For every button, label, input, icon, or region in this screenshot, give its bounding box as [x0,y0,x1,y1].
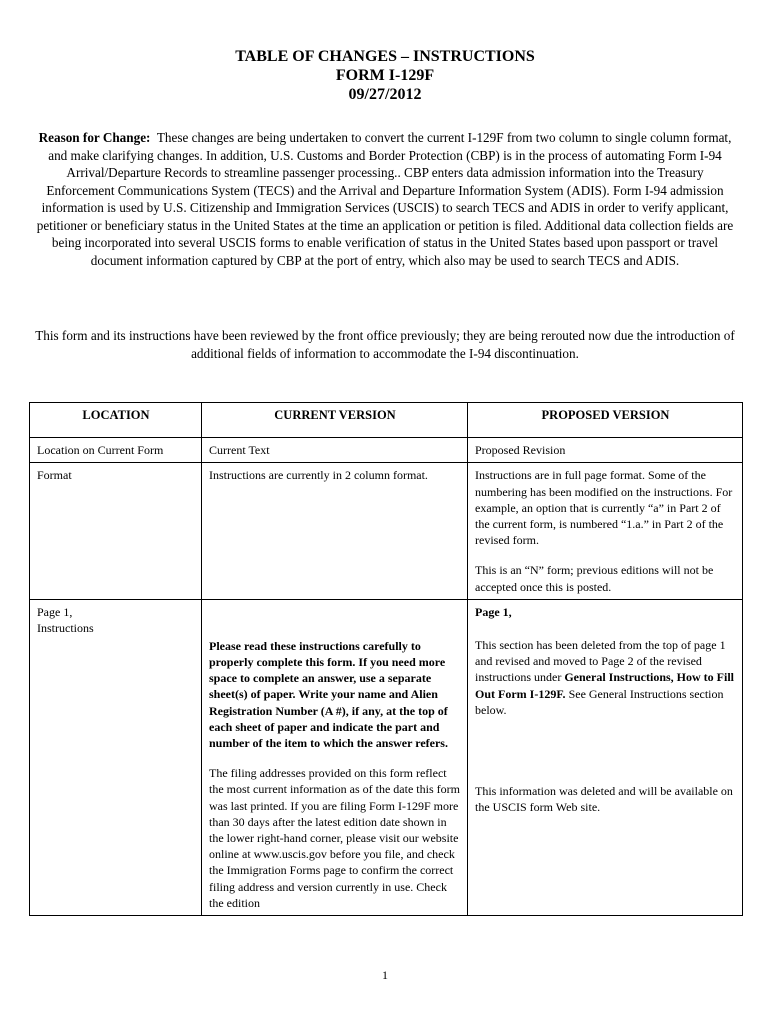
page1-proposed-heading: Page 1, [475,604,512,619]
page1-proposed-text-1a: This section has been deleted from the top of page 1 and revised and moved to Page 2 of the revised instructions under [475,638,726,685]
review-note: This form and its instructions have been reviewed by the front office previously; they are being rerouted now due the introduction of additional fields of information to accommodate the I-94 discontinuation. [35,328,735,361]
header-location: LOCATION [30,403,202,438]
page1-proposed-text-1 [475,637,736,718]
reason-text: These changes are being undertaken to convert the current I-129F from two column to single column format, and make clarifying changes. In addition, U.S. Customs and Border Protection (CBP) is in the process of automating Form I-94 Arrival/Departure Records to streamline passenger processing.. CBP enters data admission information into the Treasury Enforcement Communications System (TECS) and the Arrival and Departure Information System (ADIS). Form I-94 admission information is used by U.S. Citizenship and Immigration Services (USCIS) to search TECS and ADIS in order to verify applicant, petitioner or beneficiary status in the United States at the time an application or petition is filed. Additional data collection fields are being incorporated into several USCIS forms to enable verification of status in the United States based upon passport or travel document information captured by CBP at the port of entry, which also may be used to search TECS and ADIS. [36,130,734,268]
table-header-row [30,403,743,438]
format-location: Format [30,463,202,599]
table-row [30,599,743,915]
header-proposed-version: PROPOSED VERSION [468,403,743,438]
document-title [0,47,770,104]
page1-location-line-2: Instructions [37,621,94,636]
page1-proposed-text-1c: See General Instructions section below. [475,686,724,717]
header-current-version: CURRENT VERSION [202,403,468,438]
changes-table [29,402,743,916]
page1-location-line-1: Page 1, [37,604,73,619]
page1-proposed [468,599,743,915]
page1-current-text-2: The filing addresses provided on this form reflect the most current information as of the date this form was last printed. If you are filing Form I-129F more than 30 days after the latest edition date shown in the lower right-hand corner, please visit our website online at www.uscis.gov before you file, and check the Immigration Forms page to confirm the correct filing address and version currently in use. Check the edition [209,766,460,910]
title-line-2: FORM I-129F [335,67,435,84]
format-proposed-text-2: This is an “N” form; previous editions will not be accepted once this is posted. [475,563,714,594]
page1-location [30,599,202,915]
page-number: 1 [382,968,388,982]
title-line-1: TABLE OF CHANGES – INSTRUCTIONS [235,48,535,65]
page1-proposed-text-1b: General Instructions, How to Fill Out Form I-129F. [475,670,734,701]
format-proposed-text-1: Instructions are in full page format. Some of the numbering has been modified on the instructions. For example, an option that is currently “a” in Part 2 of the current form, is numbered “1.a.” in Part 2 of the revised form. [475,468,733,548]
reason-for-change [34,129,736,269]
title-line-3: 09/27/2012 [348,86,422,103]
page1-proposed-text-2: This information was deleted and will be available on the USCIS form Web site. [475,784,733,815]
page1-current-text-1: Please read these instructions carefully to properly complete this form. If you need more space to complete an answer, use a separate sheet(s) of paper. Write your name and Alien Registration Number (A #), if any, at the top of each sheet of paper and indicate the part and number of the item to which the answer refers. [209,638,448,751]
format-current: Instructions are currently in 2 column format. [202,463,468,599]
table-row [30,438,743,463]
table-row [30,463,743,599]
format-proposed [468,463,743,599]
page1-current [202,599,468,915]
subheader-current: Current Text [202,438,468,463]
subheader-proposed: Proposed Revision [468,438,743,463]
subheader-location: Location on Current Form [30,438,202,463]
reason-label: Reason for Change: [38,130,151,145]
